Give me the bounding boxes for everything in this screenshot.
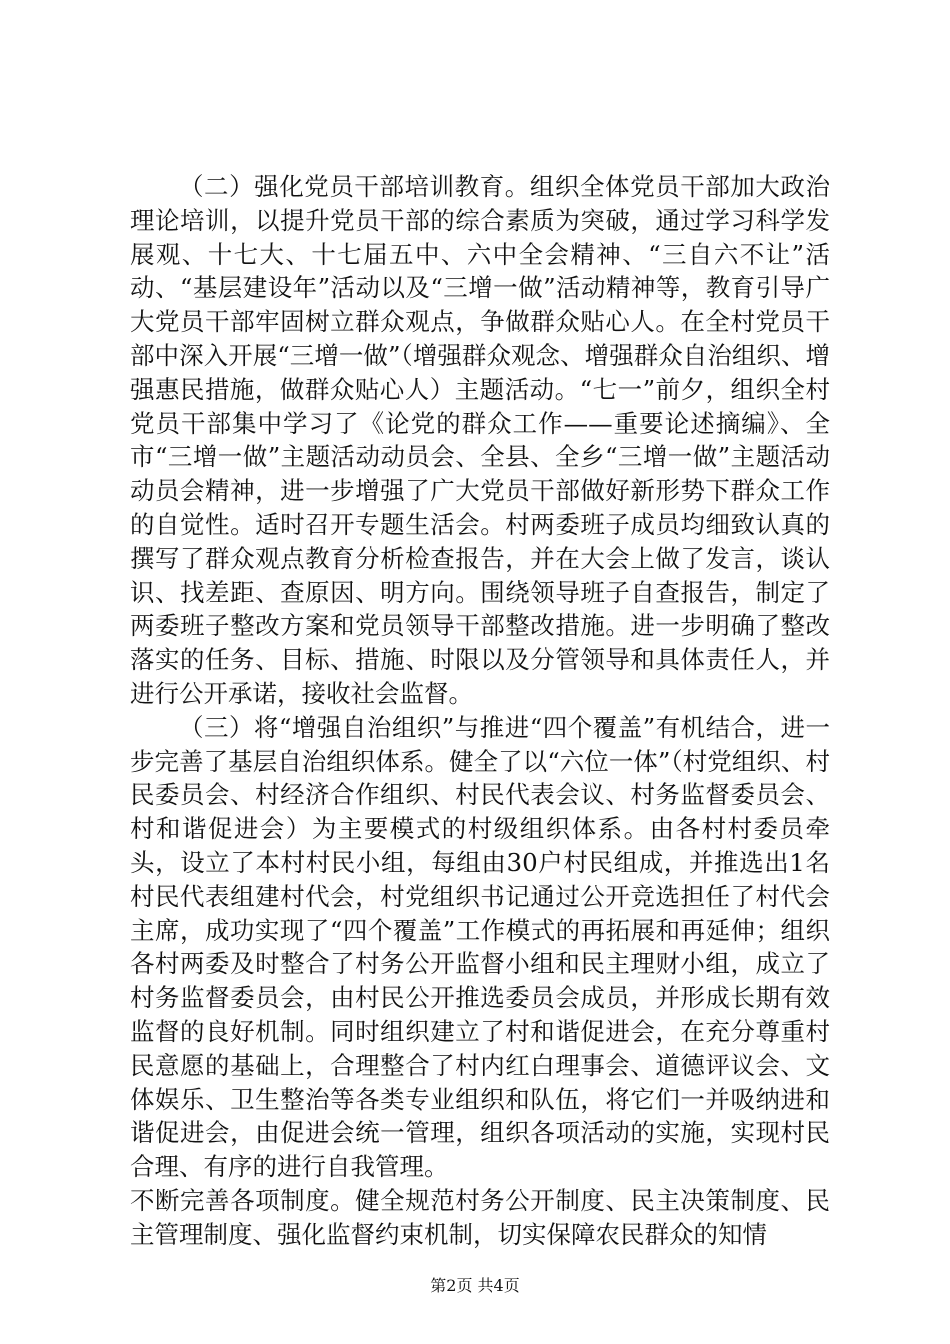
paragraph-training-education: （二）强化党员干部培训教育。组织全体党员干部加大政治理论培训，以提升党员干部的综合素质为突破，通过学习科学发展观、十七大、十七届五中、六中全会精神、“三自六不让”活动、“基层建设年”活动以及“三增一做”活动精神等，教育引导广大党员干部牢固树立群众观点，争做群众贴心人。在全村党员干部中深入开展“三增一做”（增强群众观念、增强群众自治组织、增强惠民措施，做群众贴心人）主题活动。“七一”前夕，组织全村党员干部集中学习了《论党的群众工作——重要论述摘编》、全市“三增一做”主题活动动员会、全县、全乡“三增一做”主题活动动员会精神，进一步增强了广大党员干部做好新形势下群众工作的自觉性。适时召开专题生活会。村两委班子成员均细致认真的撰写了群众观点教育分析检查报告，并在大会上做了发言，谈认识、找差距、查原因、明方向。围绕领导班子自查报告，制定了两委班子整改方案和党员领导干部整改措施。进一步明确了整改落实的任务、目标、措施、时限以及分管领导和具体责任人，并进行公开承诺，接收社会监督。 (130, 172, 830, 708)
page-number-footer: 第2页 共4页 (430, 1276, 520, 1295)
paragraph-self-governance: （三）将“增强自治组织”与推进“四个覆盖”有机结合，进一步完善了基层自治组织体系。健全了以“六位一体”（村党组织、村民委员会、村经济合作组织、村民代表会议、村务监督委员会、村和谐促进会）为主要模式的村级组织体系。由各村村委员牵头，设立了本村村民小组，每组由30户村民组成，并推选出1名村民代表组建村代会，村党组织书记通过公开竞选担任了村代会主席，成功实现了“四个覆盖”工作模式的再拓展和再延伸；组织各村两委及时整合了村务公开监督小组和民主理财小组，成立了村务监督委员会，由村民公开推选委员会成员，并形成长期有效监督的良好机制。同时组织建立了村和谐促进会，在充分尊重村民意愿的基础上，合理整合了村内红白理事会、道德评议会、文体娱乐、卫生整治等各类专业组织和队伍，将它们一并吸纳进和谐促进会，由促进会统一管理，组织各项活动的实施，实现村民合理、有序的进行自我管理。 (130, 712, 830, 1182)
paragraph-systems: 不断完善各项制度。健全规范村务公开制度、民主决策制度、民主管理制度、强化监督约束机制，切实保障农民群众的知情 (130, 1185, 830, 1249)
document-body (130, 170, 830, 1252)
